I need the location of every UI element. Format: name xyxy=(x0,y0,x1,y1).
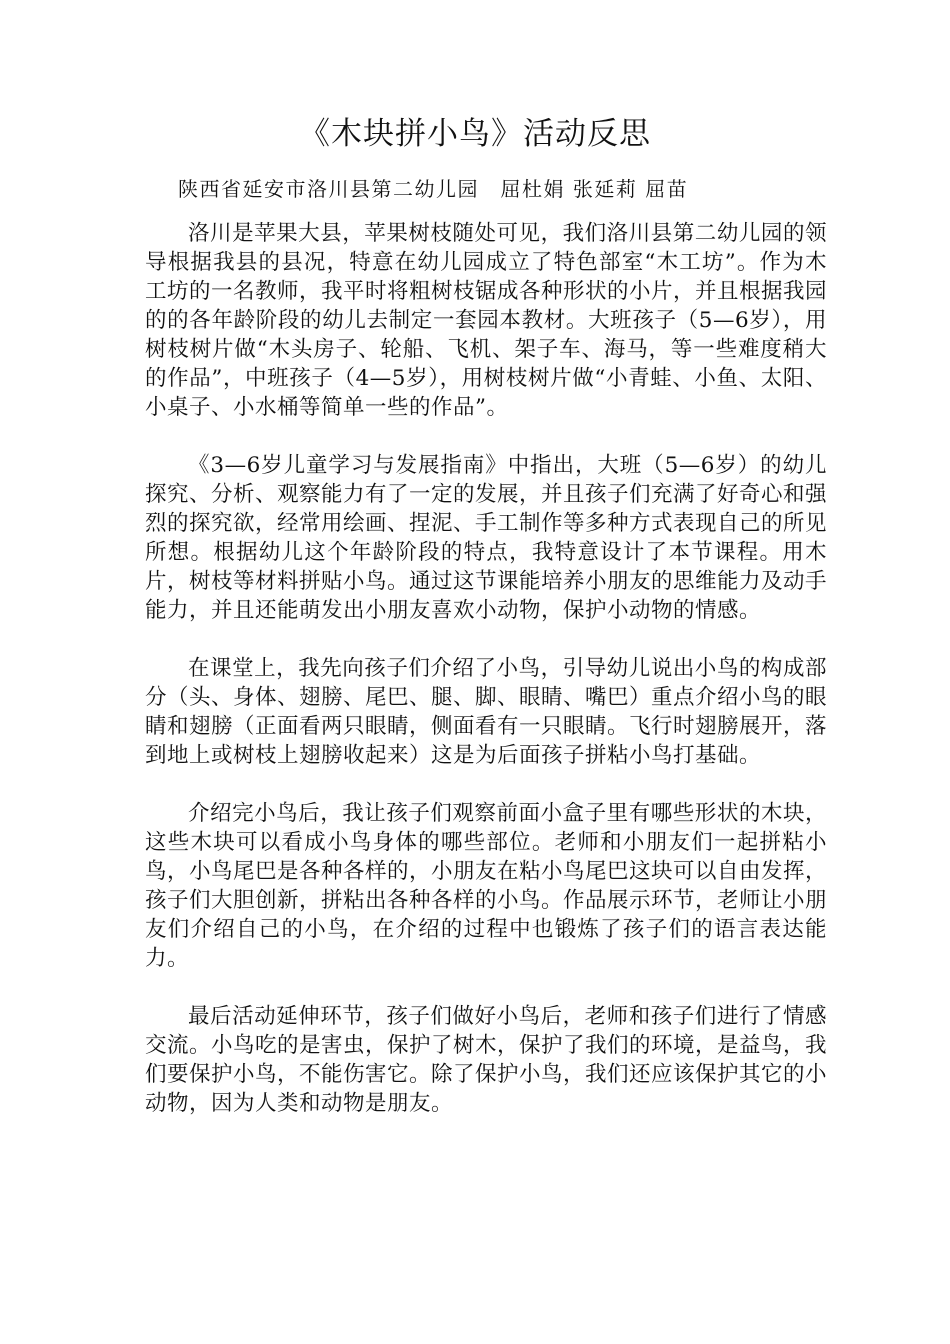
document-body xyxy=(145,219,827,1147)
paragraph-4: 介绍完小鸟后，我让孩子们观察前面小盒子里有哪些形状的木块，这些木块可以看成小鸟身体的哪些部位。老师和小朋友们一起拼粘小鸟，小鸟尾巴是各种各样的，小朋友在粘小鸟尾巴这块可以自由发挥，孩子们大胆创新，拼粘出各种各样的小鸟。作品展示环节，老师让小朋友们介绍自己的小鸟，在介绍的过程中也锻炼了孩子们的语言表达能力。 xyxy=(145,801,828,971)
paragraph-2: 《3—6岁儿童学习与发展指南》中指出，大班（5—6岁）的幼儿探究、分析、观察能力有了一定的发展，并且孩子们充满了好奇心和强烈的探究欲，经常用绘画、捏泥、手工制作等多种方式表现自己的所见所想。根据幼儿这个年龄阶段的特点，我特意设计了本节课程。用木片，树枝等材料拼贴小鸟。通过这节课能培养小朋友的思维能力及动手能力，并且还能萌发出小朋友喜欢小动物，保护小动物的情感。 xyxy=(145,453,828,623)
paragraph-3: 在课堂上，我先向孩子们介绍了小鸟，引导幼儿说出小鸟的构成部分（头、身体、翅膀、尾巴、腿、脚、眼睛、嘴巴）重点介绍小鸟的眼睛和翅膀（正面看两只眼睛，侧面看有一只眼睛。飞行时翅膀展开，落到地上或树枝上翅膀收起来）这是为后面孩子拼粘小鸟打基础。 xyxy=(145,656,828,768)
paragraph-1: 洛川是苹果大县，苹果树枝随处可见，我们洛川县第二幼儿园的领导根据我县的县况，特意在幼儿园成立了特色部室“木工坊”。作为木工坊的一名教师，我平时将粗树枝锯成各种形状的小片，并且根据我园的的各年龄阶段的幼儿去制定一套园本教材。大班孩子（5—6岁），用树枝树片做“木头房子、轮船、飞机、架子车、海马，等一些难度稍大的作品”，中班孩子（4—5岁），用树枝树片做“小青蛙、小鱼、太阳、小桌子、小水桶等简单一些的作品”。 xyxy=(145,221,828,420)
paragraph-5: 最后活动延伸环节，孩子们做好小鸟后，老师和孩子们进行了情感交流。小鸟吃的是害虫，保护了树木，保护了我们的环境，是益鸟，我们要保护小鸟，不能伤害它。除了保护小鸟，我们还应该保护其它的小动物，因为人类和动物是朋友。 xyxy=(145,1004,828,1116)
author-line: 陕西省延安市洛川县第二幼儿园 屈杜娟 张延莉 屈苗 xyxy=(178,177,689,201)
document-title: 《木块拼小鸟》活动反思 xyxy=(299,116,651,152)
